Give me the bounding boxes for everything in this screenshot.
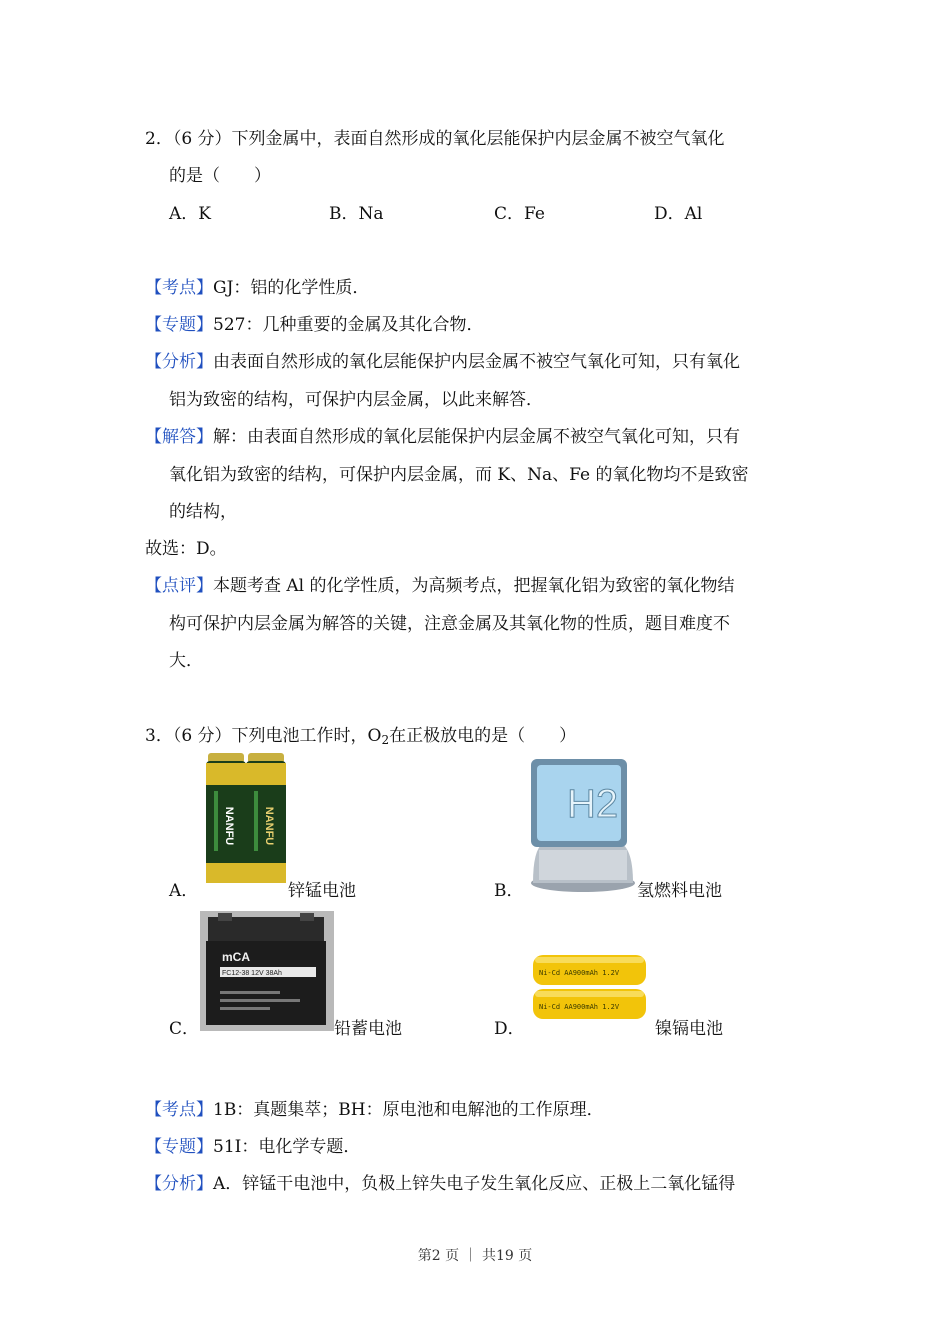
q2-stem-line2: 的是（ ）	[169, 166, 271, 186]
page-footer: 第2 页 ｜ 共19 页	[417, 1248, 533, 1264]
kaodian-text: 1B：真题集萃；BH：原电池和电解池的工作原理．	[213, 1100, 604, 1120]
a2-jieda-line3: 的结构，	[169, 502, 237, 522]
a2-fenxi	[145, 347, 740, 372]
a2-jieda	[145, 422, 740, 447]
zhuanti-text: 527：几种重要的金属及其化合物．	[213, 315, 484, 335]
q2-option-d: D．Al	[654, 204, 703, 224]
a3-kaodian	[145, 1095, 604, 1120]
a2-dianping-line3: 大．	[169, 651, 203, 671]
nicd-label-top: Ni-Cd AA900mAh 1.2V	[539, 969, 620, 977]
q3-option-c-label: 铅蓄电池	[334, 1019, 402, 1039]
q3-option-d-letter: D．	[494, 1019, 525, 1039]
kaodian-tag: 【考点】	[145, 1100, 213, 1120]
zinc-manganese-battery-image	[204, 751, 286, 892]
h2-logo: H2	[567, 782, 619, 826]
lead-acid-battery-image	[200, 911, 334, 1031]
q2-option-a: A．K	[169, 204, 211, 224]
jieda-tag: 【解答】	[145, 427, 213, 447]
a2-jieda-line2: 氧化铝为致密的结构，可保护内层金属，而 K、Na、Fe 的氧化物均不是致密	[169, 465, 749, 485]
q3-option-a-label: 锌锰电池	[288, 881, 356, 901]
q3-option-d-label: 镍镉电池	[655, 1019, 723, 1039]
fenxi-line1: A．锌锰干电池中，负极上锌失电子发生氧化反应、正极上二氧化锰得	[213, 1174, 736, 1194]
nickel-cadmium-battery-image	[527, 925, 652, 1031]
q2-option-b: B．Na	[329, 204, 384, 224]
a3-fenxi	[145, 1169, 735, 1194]
fenxi-tag: 【分析】	[145, 352, 213, 372]
q2-option-c: C．Fe	[494, 204, 545, 224]
fenxi-tag: 【分析】	[145, 1174, 213, 1194]
nicd-label-bottom: Ni-Cd AA900mAh 1.2V	[539, 1003, 620, 1011]
a2-guxuan: 故选：D。	[145, 539, 227, 559]
zhuanti-tag: 【专题】	[145, 1137, 213, 1157]
a2-dianping	[145, 571, 735, 596]
a2-kaodian	[145, 273, 369, 298]
q3-option-b-label: 氢燃料电池	[637, 881, 722, 901]
kaodian-tag: 【考点】	[145, 278, 213, 298]
q3-stem-sub: 2	[381, 733, 390, 747]
zhuanti-text: 51I：电化学专题．	[213, 1137, 361, 1157]
jieda-line1: 解：由表面自然形成的氧化层能保护内层金属不被空气氧化可知，只有	[213, 427, 740, 447]
dianping-line1: 本题考查 Al 的化学性质，为高频考点，把握氧化铝为致密的氧化物结	[213, 576, 735, 596]
a2-zhuanti	[145, 310, 483, 335]
lead-acid-spec: FC12-38 12V 38Ah	[222, 970, 282, 977]
q2-stem-line1: 2．（6 分）下列金属中，表面自然形成的氧化层能保护内层金属不被空气氧化	[145, 129, 725, 149]
a2-dianping-line2: 构可保护内层金属为解答的关键，注意金属及其氧化物的性质，题目难度不	[169, 614, 730, 634]
q3-stem-pre: 3．（6 分）下列电池工作时，O	[145, 726, 382, 746]
hydrogen-fuel-cell-image	[525, 755, 636, 893]
a3-zhuanti	[145, 1132, 360, 1157]
fenxi-line1: 由表面自然形成的氧化层能保护内层金属不被空气氧化可知，只有氧化	[213, 352, 740, 372]
zhuanti-tag: 【专题】	[145, 315, 213, 335]
battery-b-brand: NANFU	[263, 806, 275, 846]
q3-stem-post: 在正极放电的是（ ）	[389, 726, 577, 746]
q3-option-a-letter: A．	[169, 881, 199, 901]
battery-a-brand: NANFU	[223, 806, 235, 846]
lead-acid-brand: mCA	[222, 950, 251, 964]
dianping-tag: 【点评】	[145, 576, 213, 596]
kaodian-text: GJ：铝的化学性质．	[213, 278, 370, 298]
a2-fenxi-line2: 铝为致密的结构，可保护内层金属，以此来解答．	[169, 390, 543, 410]
q3-option-b-letter: B．	[494, 881, 524, 901]
q3-stem	[145, 721, 576, 747]
q3-option-c-letter: C．	[169, 1019, 200, 1039]
